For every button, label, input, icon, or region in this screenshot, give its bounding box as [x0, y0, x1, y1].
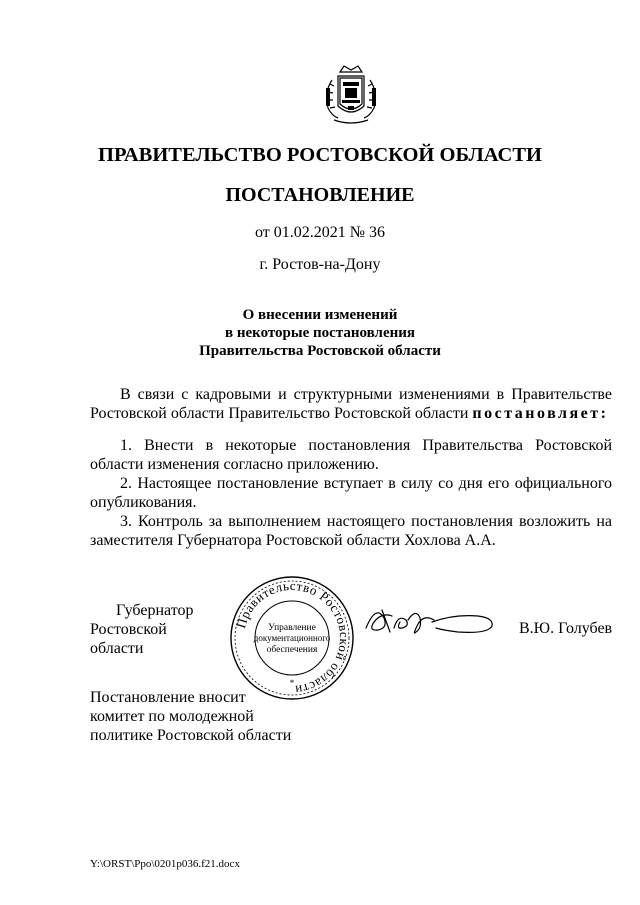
document-place: г. Ростов-на-Дону — [259, 256, 381, 273]
resolves-word: постановляет: — [472, 405, 609, 422]
subject-line: Правительства Ростовской области — [199, 343, 441, 359]
subject-line: О внесении изменений — [242, 307, 398, 323]
signer-position — [90, 601, 220, 658]
submitted-by — [90, 688, 310, 745]
coat-of-arms-icon — [318, 62, 384, 128]
seal-inner-line: Управление — [268, 623, 316, 633]
resolution-item-2: 2. Настоящее постановление вступает в силу со дня его официального опубликования. — [90, 475, 612, 511]
submitted-by-line: политике Ростовской области — [90, 727, 292, 744]
resolution-item-1: 1. Внести в некоторые постановления Правительства Ростовской области изменения согласно приложению. — [90, 437, 612, 473]
submitted-by-line: Постановление вносит — [90, 689, 246, 706]
preamble-text: В связи с кадровыми и структурными изменениями в Правительстве Ростовской области Правительство Ростовской области — [90, 386, 612, 422]
document-subject — [0, 306, 640, 360]
handwritten-signature — [362, 598, 498, 642]
seal-ring-text: Правительство Ростовской области — [233, 577, 353, 698]
document-type-heading: ПОСТАНОВЛЕНИЕ — [225, 184, 415, 206]
seal-inner-line: документационного — [253, 633, 331, 643]
signer-position-line: Губернатор — [116, 602, 194, 619]
subject-line: в некоторые постановления — [224, 325, 416, 341]
resolution-item-3: 3. Контроль за выполнением настоящего постановления возложить на заместителя Губернатора Ростовской области Хохлова А.А. — [90, 513, 612, 549]
file-path: Y:\ORST\Ppo\0201p036.f21.docx — [90, 858, 240, 870]
signer-position-line: Ростовской области — [90, 621, 167, 657]
preamble-paragraph — [90, 385, 612, 423]
seal-inner-line: обеспечения — [266, 645, 318, 655]
official-seal-stamp — [228, 574, 356, 702]
document-date-number: от 01.02.2021 № 36 — [254, 224, 386, 241]
submitted-by-line: комитет по молодежной — [90, 708, 254, 725]
svg-text:*: * — [289, 678, 295, 688]
document-body — [90, 385, 612, 550]
government-title: ПРАВИТЕЛЬСТВО РОСТОВСКОЙ ОБЛАСТИ — [98, 144, 542, 166]
signer-name: В.Ю. Голубев — [519, 620, 613, 637]
